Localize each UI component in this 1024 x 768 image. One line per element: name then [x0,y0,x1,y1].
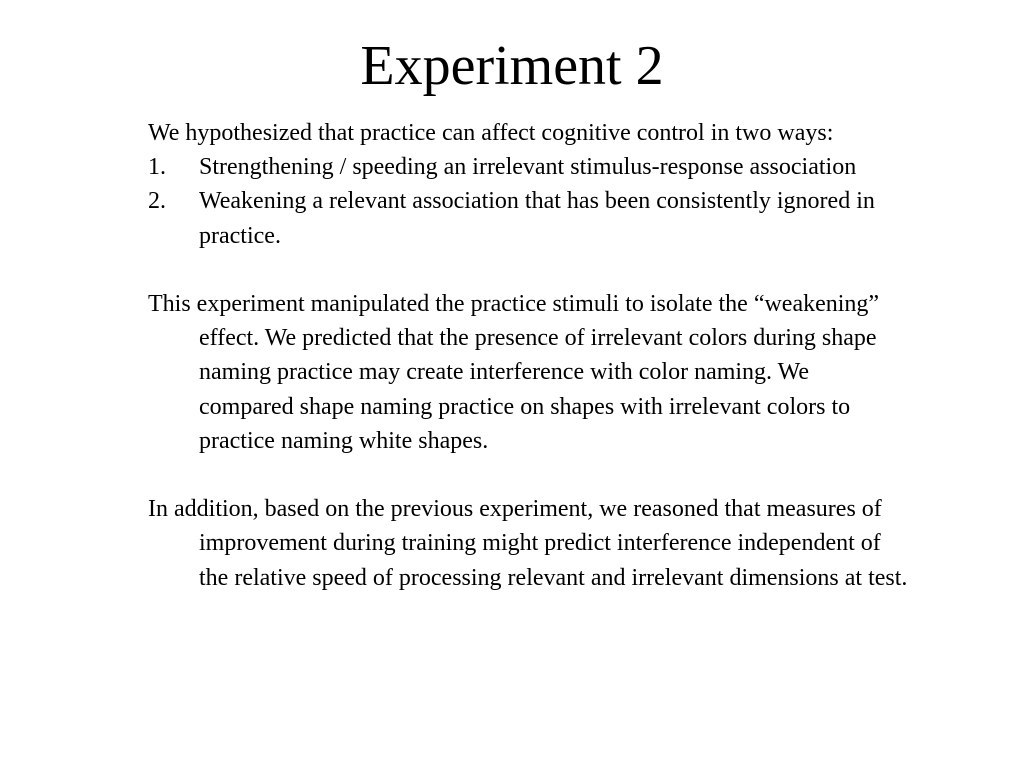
slide-title: Experiment 2 [360,35,664,97]
paragraph-spacer [148,458,908,492]
list-item [148,150,908,184]
intro-paragraph: We hypothesized that practice can affect cognitive control in two ways: [148,120,834,146]
list-item-text: Weakening a relevant association that has been consistently ignored in practice. [199,188,875,249]
experiment-paragraph: This experiment manipulated the practice stimuli to isolate the “weakening” effect. We predicted that the presence of irrelevant colors during shape naming practice may create interference with color naming. We compared shape naming practice on shapes with irrelevant colors to practice naming white shapes. [148,291,880,454]
addition-paragraph: In addition, based on the previous experiment, we reasoned that measures of improvement during training might predict interference independent of the relative speed of processing relevant and irrelevant dimensions at test. [148,496,908,591]
list-item [148,184,908,252]
list-item-text: Strengthening / speeding an irrelevant stimulus-response association [199,154,857,181]
slide-body [148,116,908,595]
paragraph-spacer [148,253,908,287]
list-item-number: 2. [148,188,166,215]
list-item-number: 1. [148,154,166,181]
